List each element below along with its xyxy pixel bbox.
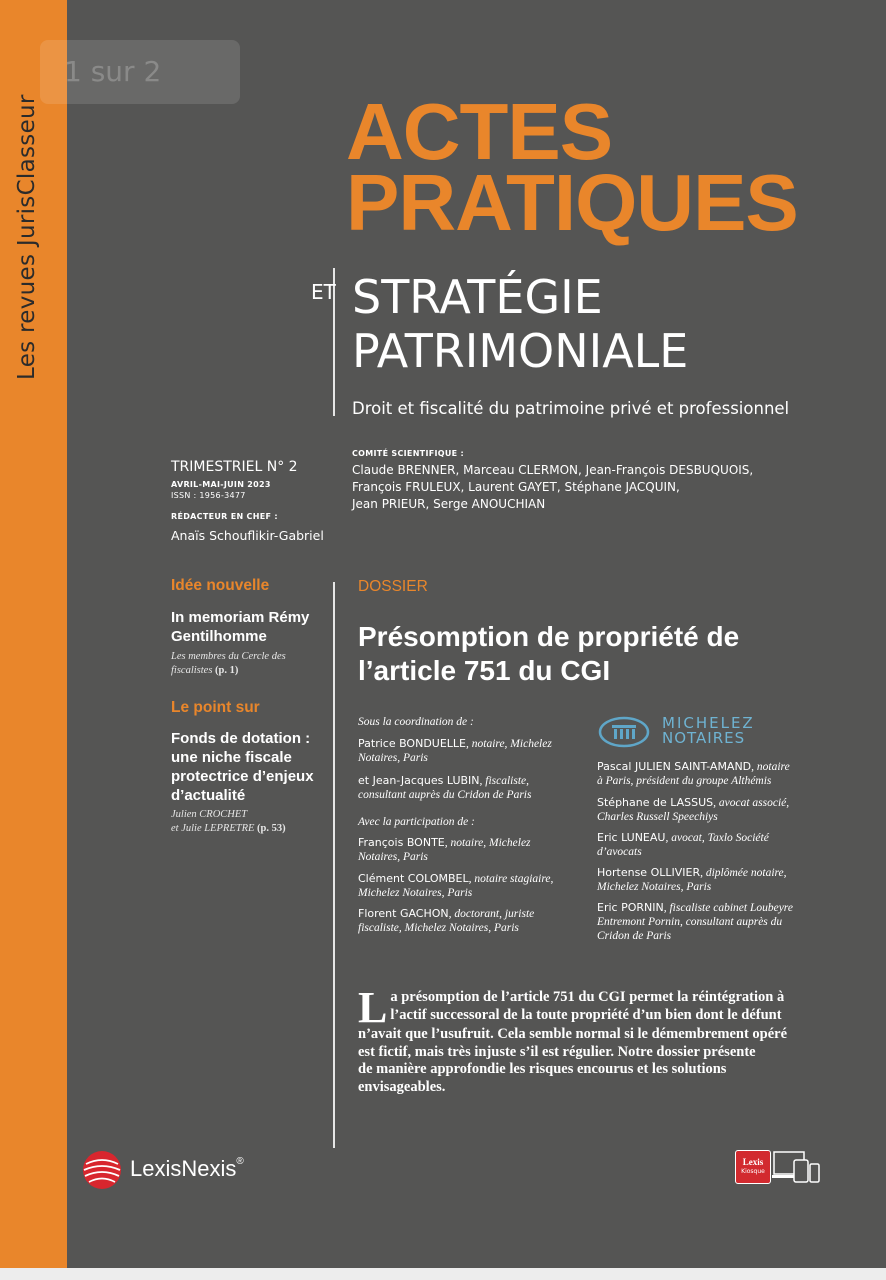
publisher-name	[130, 1156, 244, 1182]
contributor-role: , notaire, Michelez	[466, 738, 552, 750]
publisher-name-text: LexisNexis	[130, 1156, 237, 1181]
contributor-role: Entremont Pornin, consultant auprès du	[597, 916, 783, 928]
contributor-role: consultant auprès du Cridon de Paris	[358, 789, 532, 801]
contributor-name: Florent GACHON	[358, 907, 449, 920]
section-label-le-point-sur: Le point sur	[171, 699, 260, 716]
michelez-notaires-logo	[598, 716, 778, 748]
article-2-title-line: d’actualité	[171, 787, 246, 804]
contributor	[597, 901, 793, 943]
contributor	[358, 836, 531, 864]
article-1-page: (p. 1)	[215, 665, 239, 676]
committee-line-2: François FRULEUX, Laurent GAYET, Stéphane JACQUIN,	[352, 480, 680, 494]
contributor-role: , diplômée notaire,	[700, 867, 787, 879]
michelez-logo-icon	[598, 716, 650, 748]
title-line-4: PATRIMONIALE	[352, 324, 689, 378]
contributor-name: Eric LUNEAU	[597, 831, 666, 844]
contributor-name: Patrice BONDUELLE	[358, 737, 467, 750]
article-2-author-line: et Julie LEPRETRE	[171, 823, 255, 834]
dossier-label: DOSSIER	[358, 578, 428, 595]
contributor-role: d’avocats	[597, 846, 642, 858]
contributor	[358, 907, 534, 935]
intro-line: a présomption de l’article 751 du CGI permet la réintégration à	[390, 989, 785, 1005]
article-1-authors	[171, 650, 286, 678]
contributor-name: et Jean-Jacques LUBIN	[358, 774, 480, 787]
contributor-role: , avocat, Taxlo Société	[665, 832, 769, 844]
contributor	[358, 872, 553, 900]
dossier-title-line: l’article 751 du CGI	[358, 655, 611, 686]
editor-label: RÉDACTEUR EN CHEF :	[171, 512, 278, 521]
article-2-title[interactable]	[171, 729, 314, 805]
intro-line: envisageables.	[358, 1078, 446, 1095]
title-line-2: PRATIQUES	[346, 158, 798, 247]
contributor-role: , fiscaliste cabinet Loubeyre	[663, 902, 793, 914]
contributor-role: , avocat associé,	[713, 797, 790, 809]
editor-name: Anaïs Schouflikir-Gabriel	[171, 528, 324, 543]
title-et: ET	[311, 280, 336, 304]
lexisnexis-sphere-icon	[82, 1150, 122, 1190]
article-2-page: (p. 53)	[257, 823, 286, 834]
intro-dropcap: L	[358, 983, 388, 1032]
dossier-title-line: Présomption de propriété de	[358, 621, 740, 652]
article-2-title-line: une niche fiscale	[171, 749, 292, 766]
participation-label	[358, 815, 475, 829]
contributor-name: Stéphane de LASSUS	[597, 796, 714, 809]
article-2-title-line: Fonds de dotation :	[171, 730, 311, 747]
subtitle: Droit et fiscalité du patrimoine privé et professionnel	[352, 399, 790, 418]
devices-icon	[772, 1150, 820, 1184]
contributor-role: Charles Russell Speechiys	[597, 811, 718, 823]
article-1-author-line: fiscalistes	[171, 665, 213, 676]
kiosque-line-1: Lexis	[742, 1157, 764, 1167]
contributor-name: Eric PORNIN	[597, 901, 664, 914]
committee-line-1: Claude BRENNER, Marceau CLERMON, Jean-François DESBUQUOIS,	[352, 463, 754, 477]
section-label-idee-nouvelle: Idée nouvelle	[171, 577, 270, 594]
contributor-name: Clément COLOMBEL	[358, 872, 469, 885]
contributor-role: Michelez Notaires, Paris	[597, 881, 712, 893]
contributor	[358, 737, 552, 765]
committee-label: COMITÉ SCIENTIFIQUE :	[352, 449, 465, 458]
contributor-name: Pascal JULIEN SAINT-AMAND	[597, 760, 752, 773]
coordination-label-text: Sous la coordination de :	[358, 716, 474, 728]
participation-label-text: Avec la participation de :	[358, 816, 475, 828]
article-1-title[interactable]	[171, 608, 309, 646]
contributor-role: Michelez Notaires, Paris	[358, 887, 473, 899]
contributor-role: Cridon de Paris	[597, 930, 672, 942]
committee-line-3: Jean PRIEUR, Serge ANOUCHIAN	[352, 497, 546, 511]
contributor-role: , notaire	[751, 761, 790, 773]
issn: ISSN : 1956-3477	[171, 491, 246, 500]
dossier-title[interactable]	[358, 620, 739, 688]
contributor-role: fiscaliste, Michelez Notaires, Paris	[358, 922, 519, 934]
spine-title: Les revues JurisClasseur	[14, 94, 40, 380]
article-2-title-line: protectrice d’enjeux	[171, 768, 314, 785]
intro-line: est fictif, mais très injuste s’il est régulier. Notre dossier présente	[358, 1043, 756, 1060]
contributor	[597, 796, 789, 824]
contributor-role: , notaire stagiaire,	[468, 873, 554, 885]
registered-mark: ®	[236, 1156, 244, 1167]
dossier-intro	[358, 983, 788, 1096]
intro-line: l’actif successoral de la toute propriété d’un bien dont le défunt	[390, 1006, 782, 1023]
logo-text-line-2: NOTAIRES	[662, 729, 746, 747]
contributor-role: Notaires, Paris	[358, 752, 428, 764]
contributor-name: Hortense OLLIVIER	[597, 866, 701, 879]
article-1-author-line: Les membres du Cercle des	[171, 651, 286, 662]
contributor-role: , doctorant, juriste	[448, 908, 535, 920]
contributor-role: , fiscaliste,	[479, 775, 530, 787]
contributor	[597, 760, 790, 788]
issue-number: TRIMESTRIEL N° 2	[171, 459, 298, 475]
contributor	[358, 774, 531, 802]
article-2-authors	[171, 808, 286, 836]
lexis-kiosque-badge[interactable]	[735, 1150, 771, 1184]
kiosque-line-2: Kiosque	[741, 1168, 765, 1175]
contributor-role: Notaires, Paris	[358, 851, 428, 863]
article-2-author-line: Julien CROCHET	[171, 809, 248, 820]
contributor-role: , notaire, Michelez	[444, 837, 531, 849]
issue-date: AVRIL-MAI-JUIN 2023	[171, 480, 271, 489]
title-line-1: ACTES	[346, 87, 613, 176]
column-divider-line	[333, 582, 335, 1148]
contributor-name: François BONTE	[358, 836, 445, 849]
article-1-title-line: In memoriam Rémy	[171, 609, 310, 626]
contributor	[597, 831, 769, 859]
contributor-role: à Paris, président du groupe Althémis	[597, 775, 772, 787]
page-indicator: 1 sur 2	[40, 40, 240, 104]
intro-line: n’avait que l’usufruit. Cela semble normal si le démembrement opéré	[358, 1026, 788, 1042]
intro-line: de manière approfondie les risques encourus et les solutions	[358, 1061, 727, 1077]
article-1-title-line: Gentilhomme	[171, 628, 267, 645]
logo-text-line-1: MICHELEZ	[662, 714, 755, 732]
coordination-label	[358, 715, 474, 729]
title-line-3: STRATÉGIE	[352, 270, 603, 324]
contributor	[597, 866, 787, 894]
